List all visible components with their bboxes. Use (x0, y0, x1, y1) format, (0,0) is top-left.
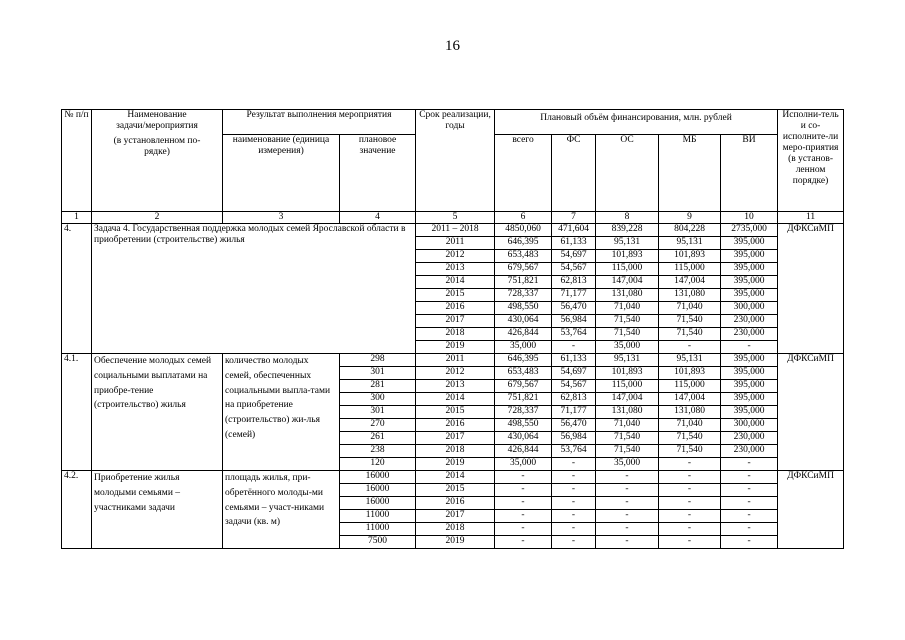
fund-os-cell: - (596, 497, 659, 510)
fund-os-cell: 71,540 (596, 432, 659, 445)
fund-fs-cell: - (552, 523, 596, 536)
year-cell: 2018 (416, 328, 495, 341)
fund-total-cell: - (495, 510, 552, 523)
header-name (92, 110, 223, 212)
fund-os-cell: 95,131 (596, 354, 659, 367)
fund-fs-cell: 56,470 (552, 419, 596, 432)
year-cell: 2011 (416, 237, 495, 250)
header-funding: Плановый объём финансирования, млн. рублей (495, 110, 778, 135)
fund-total-cell: 646,395 (495, 354, 552, 367)
fund-total-cell: 498,550 (495, 419, 552, 432)
fund-mb-cell: 131,080 (659, 406, 721, 419)
fund-os-cell: 71,540 (596, 328, 659, 341)
fund-fs-cell: - (552, 497, 596, 510)
measure-title: Обеспечение молодых семей социальными выплатами на приобре-тение (строительство) жилья (92, 354, 223, 471)
year-cell: 2011 – 2018 (416, 224, 495, 237)
year-cell: 2016 (416, 497, 495, 510)
fund-mb-cell: 804,228 (659, 224, 721, 237)
year-cell: 2015 (416, 289, 495, 302)
col-number: 7 (552, 212, 596, 224)
fund-os-cell: 71,040 (596, 419, 659, 432)
table-row (62, 224, 844, 237)
year-cell: 2017 (416, 432, 495, 445)
fund-fs-cell: - (552, 510, 596, 523)
fund-vi-cell: - (721, 341, 778, 354)
planned-value-cell: 11000 (340, 523, 416, 536)
year-cell: 2018 (416, 445, 495, 458)
fund-os-cell: 147,004 (596, 393, 659, 406)
planned-value-cell: 120 (340, 458, 416, 471)
col-number: 1 (62, 212, 92, 224)
fund-total-cell: 426,844 (495, 328, 552, 341)
fund-mb-cell: 115,000 (659, 380, 721, 393)
fund-vi-cell: 395,000 (721, 289, 778, 302)
fund-mb-cell: - (659, 523, 721, 536)
header-name-line-1: Наименование (127, 110, 187, 120)
fund-mb-cell: 101,893 (659, 367, 721, 380)
header-row-1 (62, 110, 844, 135)
fund-vi-cell: - (721, 497, 778, 510)
fund-os-cell: - (596, 523, 659, 536)
fund-vi-cell: 395,000 (721, 250, 778, 263)
fund-total-cell: 751,821 (495, 276, 552, 289)
fund-fs-cell: 62,813 (552, 393, 596, 406)
header-fund-vi: ВИ (721, 135, 778, 212)
fund-os-cell: - (596, 510, 659, 523)
program-table (61, 109, 844, 549)
header-result: Результат выполнения мероприятия (223, 110, 416, 135)
year-cell: 2019 (416, 458, 495, 471)
header-name-line-4: рядке) (144, 147, 170, 157)
fund-vi-cell: 395,000 (721, 406, 778, 419)
executor-cell: ДФКСиМП (778, 224, 844, 354)
fund-vi-cell: 230,000 (721, 328, 778, 341)
fund-vi-cell: - (721, 536, 778, 549)
fund-os-cell: 71,540 (596, 315, 659, 328)
result-name: площадь жилья, при-обретённого молоды-ми семьями – участ-никами задачи (кв. м) (223, 471, 340, 549)
col-number: 10 (721, 212, 778, 224)
fund-total-cell: 728,337 (495, 289, 552, 302)
fund-fs-cell: - (552, 458, 596, 471)
fund-fs-cell: - (552, 484, 596, 497)
planned-value-cell: 301 (340, 406, 416, 419)
header-fund-total: всего (495, 135, 552, 212)
fund-mb-cell: 71,040 (659, 419, 721, 432)
fund-mb-cell: 147,004 (659, 276, 721, 289)
table-body (62, 110, 844, 549)
header-executor: Исполни-тель и со-исполните-ли меро-приятия (в установ-ленном порядке) (778, 110, 844, 212)
fund-vi-cell: 395,000 (721, 237, 778, 250)
header-fund-os: ОС (596, 135, 659, 212)
planned-value-cell: 7500 (340, 536, 416, 549)
year-cell: 2011 (416, 354, 495, 367)
fund-fs-cell: 61,133 (552, 237, 596, 250)
col-number: 3 (223, 212, 340, 224)
header-result-name: наименование (единица измерения) (223, 135, 340, 212)
table-row (62, 471, 844, 484)
fund-vi-cell: 395,000 (721, 367, 778, 380)
fund-mb-cell: 115,000 (659, 263, 721, 276)
fund-os-cell: 839,228 (596, 224, 659, 237)
planned-value-cell: 238 (340, 445, 416, 458)
fund-os-cell: 147,004 (596, 276, 659, 289)
year-cell: 2019 (416, 536, 495, 549)
fund-mb-cell: 71,540 (659, 328, 721, 341)
year-cell: 2014 (416, 276, 495, 289)
row-number: 4.1. (62, 354, 92, 471)
fund-vi-cell: 230,000 (721, 315, 778, 328)
fund-total-cell: 653,483 (495, 367, 552, 380)
executor-cell: ДФКСиМП (778, 354, 844, 471)
fund-vi-cell: 2735,000 (721, 224, 778, 237)
fund-os-cell: 101,893 (596, 250, 659, 263)
header-name-line-2: задачи/мероприятия (116, 121, 198, 131)
fund-os-cell: - (596, 484, 659, 497)
measure-title: Приобретение жилья молодыми семьями – участниками задачи (92, 471, 223, 549)
fund-fs-cell: 56,470 (552, 302, 596, 315)
fund-mb-cell: - (659, 497, 721, 510)
col-number: 2 (92, 212, 223, 224)
col-number: 4 (340, 212, 416, 224)
fund-total-cell: 35,000 (495, 341, 552, 354)
planned-value-cell: 298 (340, 354, 416, 367)
header-result-value: плановое значение (340, 135, 416, 212)
fund-total-cell: 430,064 (495, 432, 552, 445)
executor-cell: ДФКСиМП (778, 471, 844, 549)
col-number: 6 (495, 212, 552, 224)
year-cell: 2013 (416, 263, 495, 276)
planned-value-cell: 16000 (340, 497, 416, 510)
year-cell: 2015 (416, 484, 495, 497)
fund-total-cell: 653,483 (495, 250, 552, 263)
fund-vi-cell: - (721, 471, 778, 484)
fund-total-cell: 430,064 (495, 315, 552, 328)
fund-total-cell: - (495, 523, 552, 536)
fund-vi-cell: 395,000 (721, 393, 778, 406)
fund-fs-cell: 54,697 (552, 250, 596, 263)
fund-fs-cell: 56,984 (552, 315, 596, 328)
page-number: 16 (445, 38, 460, 54)
fund-vi-cell: 230,000 (721, 432, 778, 445)
fund-vi-cell: 230,000 (721, 445, 778, 458)
fund-total-cell: 679,567 (495, 380, 552, 393)
fund-mb-cell: - (659, 536, 721, 549)
fund-total-cell: - (495, 497, 552, 510)
fund-total-cell: 498,550 (495, 302, 552, 315)
fund-fs-cell: 54,697 (552, 367, 596, 380)
fund-fs-cell: - (552, 536, 596, 549)
year-cell: 2013 (416, 380, 495, 393)
planned-value-cell: 16000 (340, 484, 416, 497)
year-cell: 2014 (416, 471, 495, 484)
fund-vi-cell: - (721, 458, 778, 471)
fund-fs-cell: - (552, 471, 596, 484)
year-cell: 2017 (416, 315, 495, 328)
fund-vi-cell: - (721, 510, 778, 523)
fund-total-cell: 728,337 (495, 406, 552, 419)
fund-vi-cell: 395,000 (721, 263, 778, 276)
fund-total-cell: 646,395 (495, 237, 552, 250)
year-cell: 2016 (416, 419, 495, 432)
fund-mb-cell: 101,893 (659, 250, 721, 263)
year-cell: 2019 (416, 341, 495, 354)
fund-vi-cell: 300,000 (721, 419, 778, 432)
fund-total-cell: 679,567 (495, 263, 552, 276)
fund-os-cell: 101,893 (596, 367, 659, 380)
col-number: 11 (778, 212, 844, 224)
fund-mb-cell: 95,131 (659, 354, 721, 367)
planned-value-cell: 300 (340, 393, 416, 406)
fund-fs-cell: 56,984 (552, 432, 596, 445)
fund-vi-cell: - (721, 523, 778, 536)
fund-vi-cell: 300,000 (721, 302, 778, 315)
fund-fs-cell: - (552, 341, 596, 354)
year-cell: 2012 (416, 367, 495, 380)
fund-os-cell: 131,080 (596, 406, 659, 419)
header-fund-mb: МБ (659, 135, 721, 212)
fund-vi-cell: - (721, 484, 778, 497)
col-number: 8 (596, 212, 659, 224)
col-number: 5 (416, 212, 495, 224)
task-title: Задача 4. Государственная поддержка молодых семей Ярославской области в приобретении (строительстве) жилья (92, 224, 416, 354)
fund-os-cell: 95,131 (596, 237, 659, 250)
fund-os-cell: 131,080 (596, 289, 659, 302)
header-name-line-3: (в установленном по- (113, 136, 201, 146)
header-no: № п/п (62, 110, 92, 212)
year-cell: 2017 (416, 510, 495, 523)
fund-mb-cell: 147,004 (659, 393, 721, 406)
fund-total-cell: - (495, 471, 552, 484)
fund-mb-cell: 71,540 (659, 445, 721, 458)
planned-value-cell: 16000 (340, 471, 416, 484)
fund-total-cell: 35,000 (495, 458, 552, 471)
column-numbers-row (62, 212, 844, 224)
year-cell: 2015 (416, 406, 495, 419)
header-fund-fs: ФС (552, 135, 596, 212)
fund-mb-cell: 71,540 (659, 315, 721, 328)
fund-fs-cell: 53,764 (552, 328, 596, 341)
year-cell: 2012 (416, 250, 495, 263)
fund-vi-cell: 395,000 (721, 380, 778, 393)
fund-mb-cell: - (659, 458, 721, 471)
fund-os-cell: 35,000 (596, 458, 659, 471)
fund-os-cell: 35,000 (596, 341, 659, 354)
fund-fs-cell: 71,177 (552, 289, 596, 302)
planned-value-cell: 301 (340, 367, 416, 380)
fund-fs-cell: 54,567 (552, 380, 596, 393)
col-number: 9 (659, 212, 721, 224)
fund-vi-cell: 395,000 (721, 354, 778, 367)
table-row (62, 354, 844, 367)
fund-os-cell: 115,000 (596, 380, 659, 393)
fund-mb-cell: - (659, 341, 721, 354)
fund-os-cell: 115,000 (596, 263, 659, 276)
fund-mb-cell: 71,540 (659, 432, 721, 445)
fund-fs-cell: 471,604 (552, 224, 596, 237)
year-cell: 2014 (416, 393, 495, 406)
fund-total-cell: - (495, 484, 552, 497)
year-cell: 2016 (416, 302, 495, 315)
fund-os-cell: 71,040 (596, 302, 659, 315)
fund-os-cell: - (596, 536, 659, 549)
fund-mb-cell: - (659, 471, 721, 484)
year-cell: 2018 (416, 523, 495, 536)
fund-mb-cell: - (659, 510, 721, 523)
fund-total-cell: 426,844 (495, 445, 552, 458)
row-number: 4. (62, 224, 92, 354)
planned-value-cell: 270 (340, 419, 416, 432)
fund-fs-cell: 54,567 (552, 263, 596, 276)
fund-fs-cell: 53,764 (552, 445, 596, 458)
fund-os-cell: 71,540 (596, 445, 659, 458)
row-number: 4.2. (62, 471, 92, 549)
planned-value-cell: 261 (340, 432, 416, 445)
fund-fs-cell: 62,813 (552, 276, 596, 289)
header-term: Срок реализации, годы (416, 110, 495, 212)
planned-value-cell: 281 (340, 380, 416, 393)
fund-fs-cell: 61,133 (552, 354, 596, 367)
fund-mb-cell: 95,131 (659, 237, 721, 250)
fund-mb-cell: 131,080 (659, 289, 721, 302)
fund-total-cell: 4850,060 (495, 224, 552, 237)
fund-total-cell: - (495, 536, 552, 549)
fund-mb-cell: 71,040 (659, 302, 721, 315)
result-name: количество молодых семей, обеспеченных социальными выпла-тами на приобретение (строительство) жи-лья (семей) (223, 354, 340, 471)
fund-vi-cell: 395,000 (721, 276, 778, 289)
fund-mb-cell: - (659, 484, 721, 497)
fund-fs-cell: 71,177 (552, 406, 596, 419)
fund-total-cell: 751,821 (495, 393, 552, 406)
fund-os-cell: - (596, 471, 659, 484)
planned-value-cell: 11000 (340, 510, 416, 523)
